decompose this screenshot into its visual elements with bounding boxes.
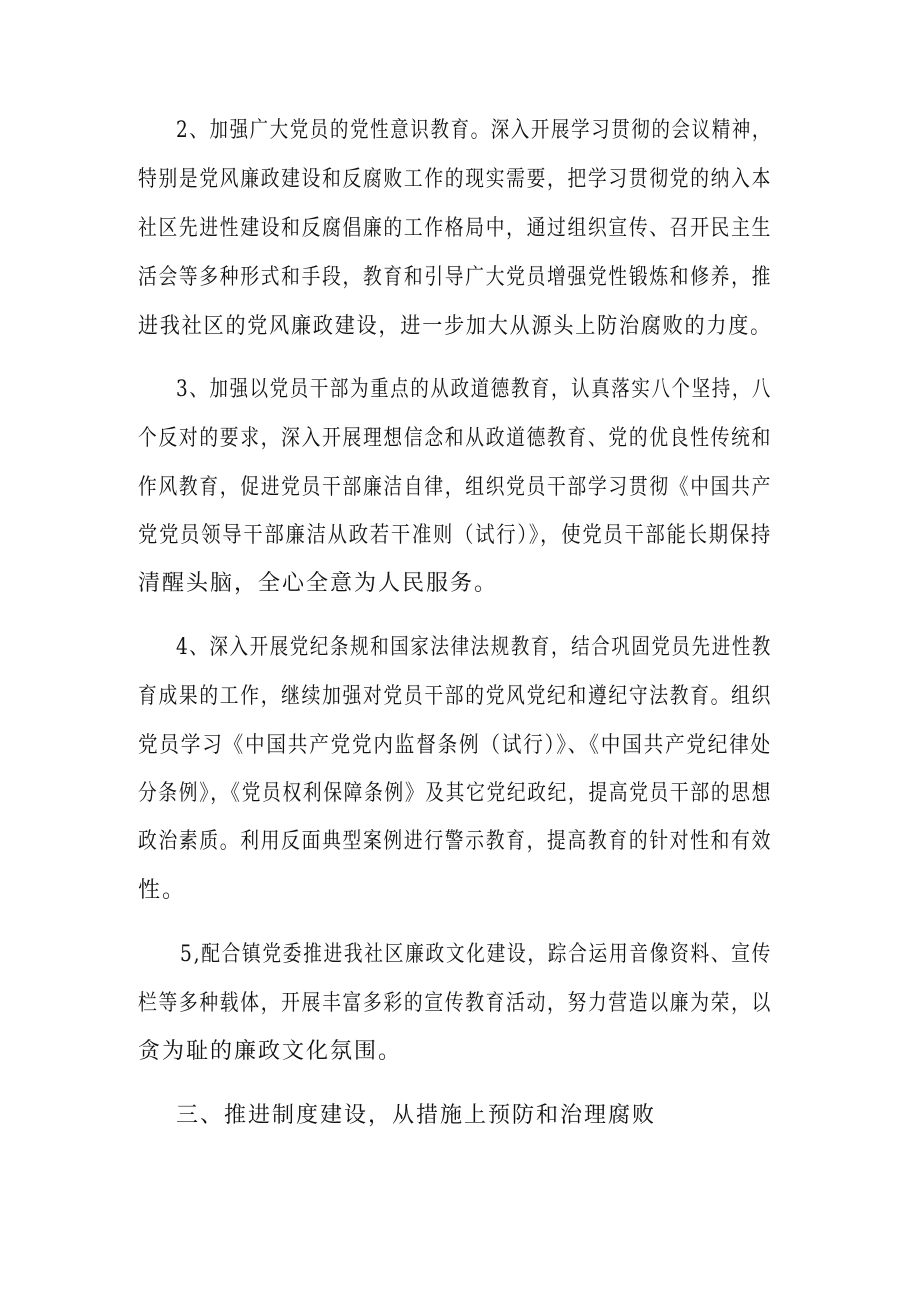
paragraph-line: 进我社区的党风廉政建设，进一步加大从源头上防治腐败的力度。 [138,314,773,339]
paragraph-line: 作风教育，促进党员干部廉洁自律，组织党员干部学习贯彻《中国共产 [138,475,773,500]
paragraph-line: 4、深入开展党纪条规和国家法律法规教育，结合巩固党员先进性教 [176,635,773,660]
paragraph-line: 政治素质。利用反面典型案例进行警示教育，提高教育的针对性和有效 [138,829,773,854]
paragraph-line: 2、加强广大党员的党性意识教育。深入开展学习贯彻的会议精神， [176,118,773,143]
paragraph-line: 贪为耻的廉政文化氛围。 [138,1039,403,1064]
paragraph-line: 栏等多种载体，开展丰富多彩的宣传教育活动，努力营造以廉为荣，以 [138,991,773,1016]
paragraph-line: 育成果的工作，继续加强对党员干部的党风党纪和遵纪守法教育。组织 [138,684,773,709]
paragraph-line: 清醒头脑，全心全意为人民服务。 [138,571,499,596]
paragraph-line: 3、加强以党员干部为重点的从政道德教育，认真落实八个坚持，八 [176,377,773,402]
paragraph-line: 党员学习《中国共产党党内监督条例（试行）》、《中国共产党纪律处 [138,733,773,758]
paragraph-line: 党党员领导干部廉洁从政若干准则（试行）》，使党员干部能长期保持 [138,523,773,548]
paragraph-line: 活会等多种形式和手段，教育和引导广大党员增强党性锻炼和修养，推 [138,265,773,290]
paragraph-line: 社区先进性建设和反腐倡廉的工作格局中，通过组织宣传、召开民主生 [138,216,773,241]
paragraph-line: 5,配合镇党委推进我社区廉政文化建设，踪合运用音像资料、宣传 [180,942,773,967]
paragraph-line: 个反对的要求，深入开展理想信念和从政道德教育、党的优良性传统和 [138,426,773,451]
paragraph-line: 性。 [138,878,187,903]
paragraph-line: 分条例》，《党员权利保障条例》及其它党纪政纪，提高党员干部的思想 [138,781,773,806]
section-heading: 三、推进制度建设，从措施上预防和治理腐败 [176,1103,657,1128]
paragraph-line: 特别是党风廉政建设和反腐败工作的现实需要，把学习贯彻党的纳入本 [138,167,773,192]
